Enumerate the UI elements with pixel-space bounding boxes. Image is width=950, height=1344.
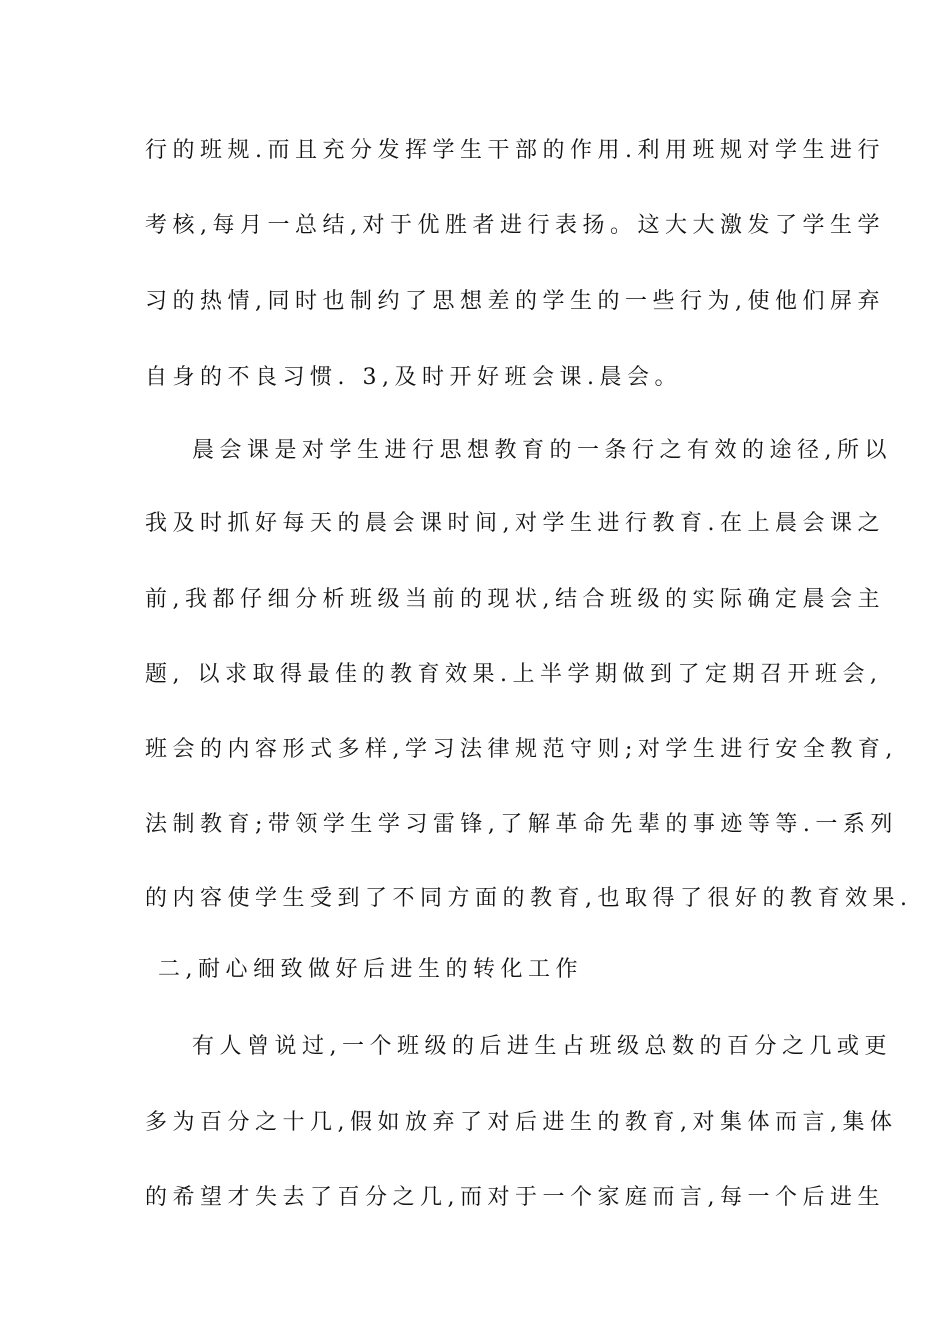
text-line: 班会的内容形式多样,学习法律规范守则;对学生进行安全教育, xyxy=(145,737,898,762)
paragraph-first-line: 有人曾说过,一个班级的后进生占班级总数的百分之几或更 xyxy=(192,1034,892,1059)
text-line: 的内容使学生受到了不同方面的教育,也取得了很好的教育效果. xyxy=(145,886,913,911)
text-line: 习的热情,同时也制约了思想差的学生的一些行为,使他们屏弃 xyxy=(145,289,885,314)
text-line: 前,我都仔细分析班级当前的现状,结合班级的实际确定晨会主 xyxy=(145,587,885,612)
paragraph-first-line: 晨会课是对学生进行思想教育的一条行之有效的途径,所以 xyxy=(192,438,892,463)
text-line: 题, 以求取得最佳的教育效果.上半学期做到了定期召开班会, xyxy=(145,662,883,687)
text-line: 我及时抓好每天的晨会课时间,对学生进行教育.在上晨会课之 xyxy=(145,511,885,536)
text-line: 多为百分之十几,假如放弃了对后进生的教育,对集体而言,集体 xyxy=(145,1110,898,1135)
text-line: 考核,每月一总结,对于优胜者进行表扬。这大大激发了学生学 xyxy=(145,213,885,238)
text-line: 法制教育;带领学生学习雷锋,了解革命先辈的事迹等等.一系列 xyxy=(145,812,898,837)
section-heading: 二,耐心细致做好后进生的转化工作 xyxy=(158,957,583,982)
text-line: 的希望才失去了百分之几,而对于一个家庭而言,每一个后进生 xyxy=(145,1185,885,1210)
text-line: 自身的不良习惯. 3,及时开好班会课.晨会。 xyxy=(145,365,682,390)
text-line: 行的班规.而且充分发挥学生干部的作用.利用班规对学生进行 xyxy=(145,138,885,163)
